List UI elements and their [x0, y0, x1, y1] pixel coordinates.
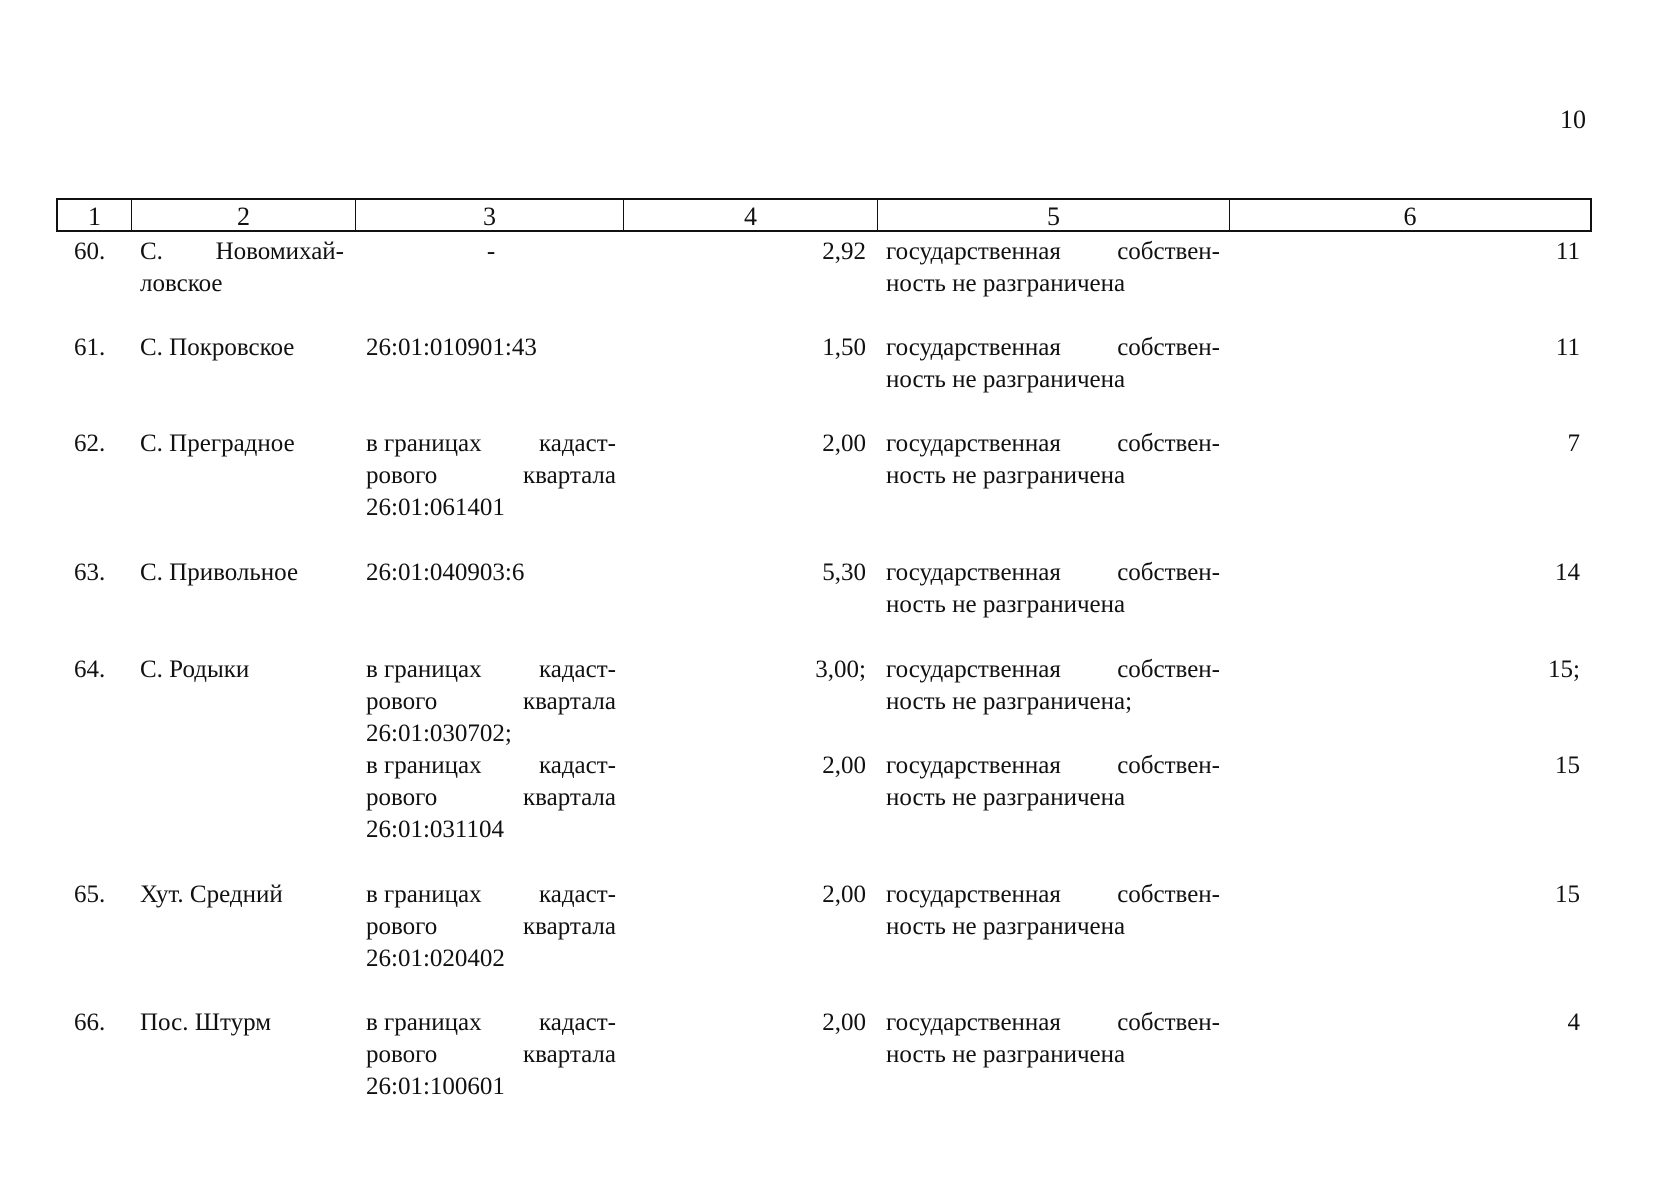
settlement-name: Пос. Штурм [140, 1009, 272, 1036]
cadastre-block: в границах кадаст- рового квартала 26:01:020402 [366, 881, 616, 972]
settlement-name: С. Новомихай- ловское [140, 238, 344, 297]
row-number: 63. [74, 559, 106, 586]
area-value: 2,92 [822, 238, 866, 265]
cadastre-block: в границах кадаст- рового квартала 26:01:100601 [366, 1009, 616, 1100]
area-value: 1,50 [822, 334, 866, 361]
ownership-text: государственная собствен- ность не разграничена [886, 1009, 1220, 1068]
column-6-value: 15 [1555, 752, 1580, 779]
ownership-text: государственная собствен- ность не разграничена [886, 334, 1220, 393]
column-6-value: 11 [1555, 238, 1580, 265]
ownership-text: государственная собствен- ность не разграничена [886, 430, 1220, 489]
area-value: 5,30 [822, 559, 866, 586]
row-number: 62. [74, 430, 106, 457]
header-cell-4: 4 [624, 200, 878, 230]
settlement-name: С. Родыки [140, 656, 250, 683]
column-6-value: 11 [1555, 334, 1580, 361]
column-6-value: 14 [1555, 559, 1580, 586]
column-6-value: 15; [1548, 656, 1580, 683]
ownership-text: государственная собствен- ность не разграничена [886, 559, 1220, 618]
row-number: 66. [74, 1009, 106, 1036]
cadastre-number: 26:01:010901:43 [366, 334, 537, 361]
area-value: 2,00 [822, 752, 866, 779]
ownership-text: государственная собствен- ность не разграничена [886, 881, 1220, 940]
page-number: 10 [1560, 105, 1586, 134]
column-6-value: 4 [1567, 1009, 1580, 1036]
settlement-name: Хут. Средний [140, 881, 283, 908]
area-value: 2,00 [822, 430, 866, 457]
row-number: 61. [74, 334, 106, 361]
table-header-row [56, 198, 1592, 232]
area-value: 2,00 [822, 881, 866, 908]
row-number: 65. [74, 881, 106, 908]
area-value: 3,00; [815, 656, 866, 683]
row-number: 64. [74, 656, 106, 683]
column-6-value: 15 [1555, 881, 1580, 908]
column-6-value: 7 [1567, 430, 1580, 457]
header-cell-5: 5 [878, 200, 1230, 230]
ownership-text: государственная собствен- ность не разграничена; [886, 656, 1220, 715]
cadastre-number: - [486, 238, 496, 265]
settlement-name: С. Привольное [140, 559, 299, 586]
area-value: 2,00 [822, 1009, 866, 1036]
ownership-text: государственная собствен- ность не разграничена [886, 238, 1220, 297]
header-cell-3: 3 [356, 200, 624, 230]
header-cell-6: 6 [1403, 202, 1417, 231]
header-cell-1: 1 [58, 200, 132, 230]
cadastre-number: 26:01:040903:6 [366, 559, 525, 586]
settlement-name: С. Преградное [140, 430, 295, 457]
row-number: 60. [74, 238, 106, 265]
ownership-text: государственная собствен- ность не разграничена [886, 752, 1220, 811]
cadastre-block: в границах кадаст- рового квартала 26:01:061401 [366, 430, 616, 521]
cadastre-block: в границах кадаст- рового квартала 26:01:030702; [366, 656, 616, 747]
header-cell-2: 2 [132, 200, 356, 230]
settlement-name: С. Покровское [140, 334, 295, 361]
cadastre-block: в границах кадаст- рового квартала 26:01:031104 [366, 752, 616, 843]
